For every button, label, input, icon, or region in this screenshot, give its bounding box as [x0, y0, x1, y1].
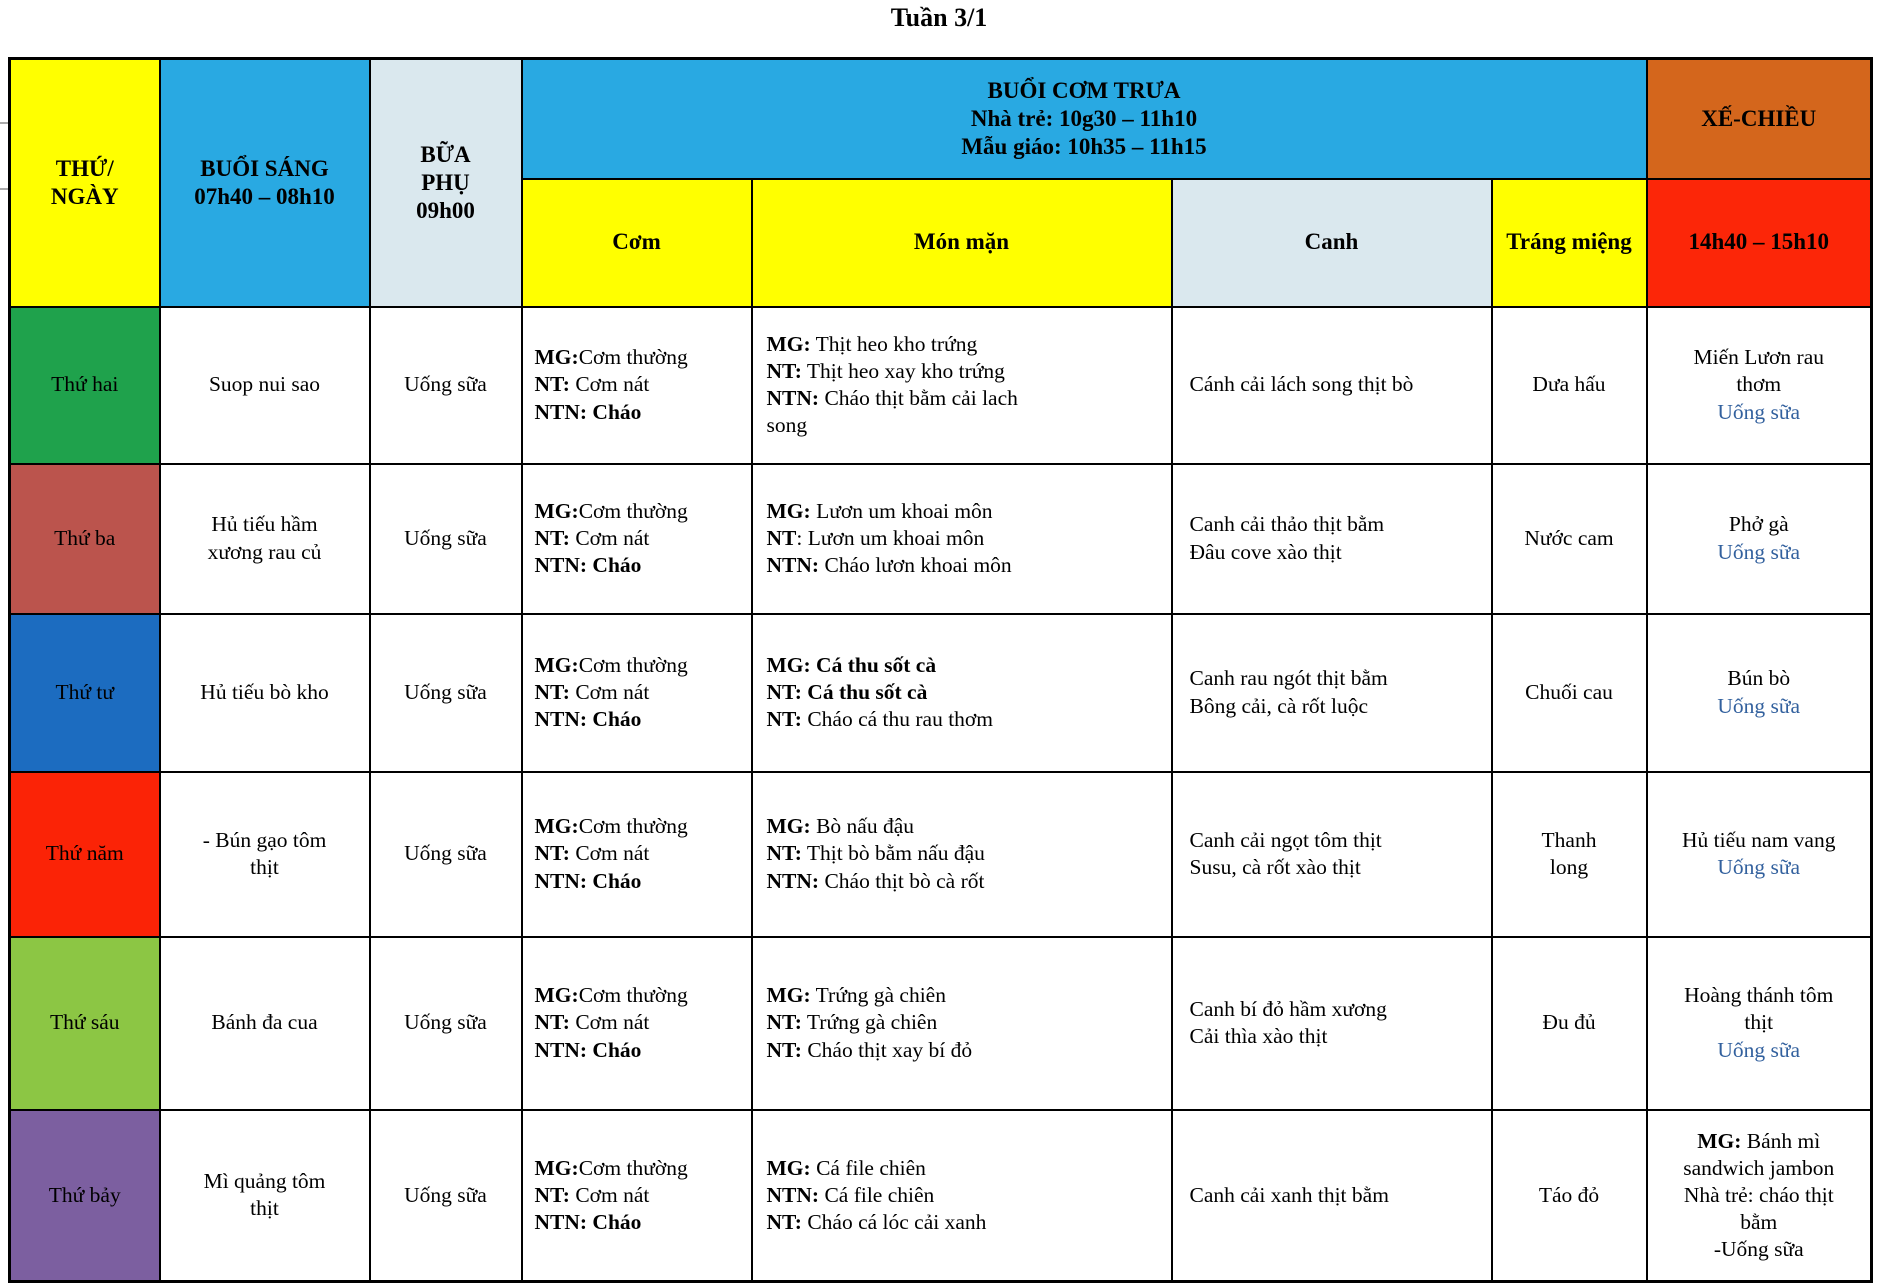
- soup-cell: Canh cải xanh thịt bằm: [1172, 1110, 1492, 1282]
- header-lunch-nursery-time: Nhà trẻ: 10g30 – 11h10: [970, 105, 1198, 131]
- day-cell: Thứ ba: [10, 464, 160, 614]
- header-lunch-section: [522, 59, 1647, 179]
- snack-cell: Uống sữa: [370, 937, 522, 1110]
- dessert-cell: Đu đủ: [1492, 937, 1647, 1110]
- breakfast-cell: Mì quảng tôm thịt: [160, 1110, 370, 1282]
- breakfast-cell: - Bún gạo tôm thịt: [160, 772, 370, 937]
- afternoon-cell: Hủ tiếu nam vang Uống sữa: [1647, 772, 1872, 937]
- header-breakfast-label: BUỔI SÁNG: [200, 155, 329, 181]
- main-dish-cell: MG: Bò nấu đậu NT: Thịt bò bằm nấu đậu NTN: Cháo thịt bò cà rốt: [752, 772, 1172, 937]
- dessert-cell: Dưa hấu: [1492, 307, 1647, 464]
- dessert-cell: Táo đỏ: [1492, 1110, 1647, 1282]
- soup-cell: Canh rau ngót thịt bằm Bông cải, cà rốt luộc: [1172, 614, 1492, 772]
- menu-body: [10, 307, 1872, 1282]
- header-snack-line1: BỮA: [420, 141, 471, 167]
- header-main-dish-subcolumn: Món mặn: [752, 179, 1172, 307]
- rice-cell: MG:Cơm thường NT: Cơm nát NTN: Cháo: [522, 772, 752, 937]
- afternoon-cell: Miến Lươn rau thơm Uống sữa: [1647, 307, 1872, 464]
- rice-cell: MG:Cơm thường NT: Cơm nát NTN: Cháo: [522, 937, 752, 1110]
- snack-cell: Uống sữa: [370, 614, 522, 772]
- rice-cell: MG:Cơm thường NT: Cơm nát NTN: Cháo: [522, 464, 752, 614]
- header-lunch-title: BUỔI CƠM TRƯA: [987, 77, 1181, 103]
- breakfast-cell: Hủ tiếu bò kho: [160, 614, 370, 772]
- menu-row: [10, 307, 1872, 464]
- menu-row: [10, 937, 1872, 1110]
- dessert-cell: Nước cam: [1492, 464, 1647, 614]
- main-dish-cell: MG: Thịt heo kho trứng NT: Thịt heo xay kho trứng NTN: Cháo thịt bằm cải lach song: [752, 307, 1172, 464]
- header-breakfast-column: [160, 59, 370, 307]
- snack-cell: Uống sữa: [370, 1110, 522, 1282]
- day-cell: Thứ năm: [10, 772, 160, 937]
- header-day-line2: NGÀY: [50, 183, 119, 209]
- rice-cell: MG:Cơm thường NT: Cơm nát NTN: Cháo: [522, 614, 752, 772]
- header-day-line1: THỨ/: [55, 155, 114, 181]
- soup-cell: Canh cải ngọt tôm thịt Susu, cà rốt xào thịt: [1172, 772, 1492, 937]
- soup-cell: Canh cải thảo thịt bằm Đâu cove xào thịt: [1172, 464, 1492, 614]
- main-dish-cell: MG: Lươn um khoai môn NT: Lươn um khoai môn NTN: Cháo lươn khoai môn: [752, 464, 1172, 614]
- weekly-menu-table: [8, 57, 1873, 1283]
- main-dish-cell: MG: Cá thu sốt cà NT: Cá thu sốt cà NT: Cháo cá thu rau thơm: [752, 614, 1172, 772]
- breakfast-cell: Suop nui sao: [160, 307, 370, 464]
- header-rice-subcolumn: Cơm: [522, 179, 752, 307]
- afternoon-cell: Bún bò Uống sữa: [1647, 614, 1872, 772]
- dessert-cell: Chuối cau: [1492, 614, 1647, 772]
- menu-row: [10, 464, 1872, 614]
- day-cell: Thứ sáu: [10, 937, 160, 1110]
- snack-cell: Uống sữa: [370, 464, 522, 614]
- main-dish-cell: MG: Trứng gà chiên NT: Trứng gà chiên NT: Cháo thịt xay bí đỏ: [752, 937, 1172, 1110]
- snack-cell: Uống sữa: [370, 307, 522, 464]
- day-cell: Thứ bảy: [10, 1110, 160, 1282]
- afternoon-cell: MG: Bánh mì sandwich jambon Nhà trẻ: cháo thịt bằm -Uống sữa: [1647, 1110, 1872, 1282]
- soup-cell: Canh bí đỏ hầm xương Cải thìa xào thịt: [1172, 937, 1492, 1110]
- header-day-column: [10, 59, 160, 307]
- header-snack-column: [370, 59, 522, 307]
- rice-cell: MG:Cơm thường NT: Cơm nát NTN: Cháo: [522, 307, 752, 464]
- menu-row: [10, 1110, 1872, 1282]
- rice-cell: MG:Cơm thường NT: Cơm nát NTN: Cháo: [522, 1110, 752, 1282]
- dessert-cell: Thanh long: [1492, 772, 1647, 937]
- main-dish-cell: MG: Cá file chiên NTN: Cá file chiên NT: Cháo cá lóc cải xanh: [752, 1110, 1172, 1282]
- header-dessert-subcolumn: Tráng miệng: [1492, 179, 1647, 307]
- menu-row: [10, 772, 1872, 937]
- header-breakfast-time: 07h40 – 08h10: [194, 183, 335, 209]
- soup-cell: Cánh cải lách song thịt bò: [1172, 307, 1492, 464]
- day-cell: Thứ hai: [10, 307, 160, 464]
- menu-row: [10, 614, 1872, 772]
- day-cell: Thứ tư: [10, 614, 160, 772]
- breakfast-cell: Bánh đa cua: [160, 937, 370, 1110]
- header-afternoon-column: XẾ-CHIỀU: [1647, 59, 1872, 179]
- header-soup-subcolumn: Canh: [1172, 179, 1492, 307]
- header-snack-line2: PHỤ: [421, 169, 470, 195]
- snack-cell: Uống sữa: [370, 772, 522, 937]
- header-snack-time: 09h00: [416, 197, 475, 223]
- afternoon-cell: Hoàng thánh tôm thịt Uống sữa: [1647, 937, 1872, 1110]
- page-title: Tuần 3/1: [890, 3, 988, 32]
- header-afternoon-time: 14h40 – 15h10: [1647, 179, 1872, 307]
- afternoon-cell: Phở gà Uống sữa: [1647, 464, 1872, 614]
- breakfast-cell: Hủ tiếu hầm xương rau củ: [160, 464, 370, 614]
- header-lunch-kindergarten-time: Mẫu giáo: 10h35 – 11h15: [961, 133, 1207, 159]
